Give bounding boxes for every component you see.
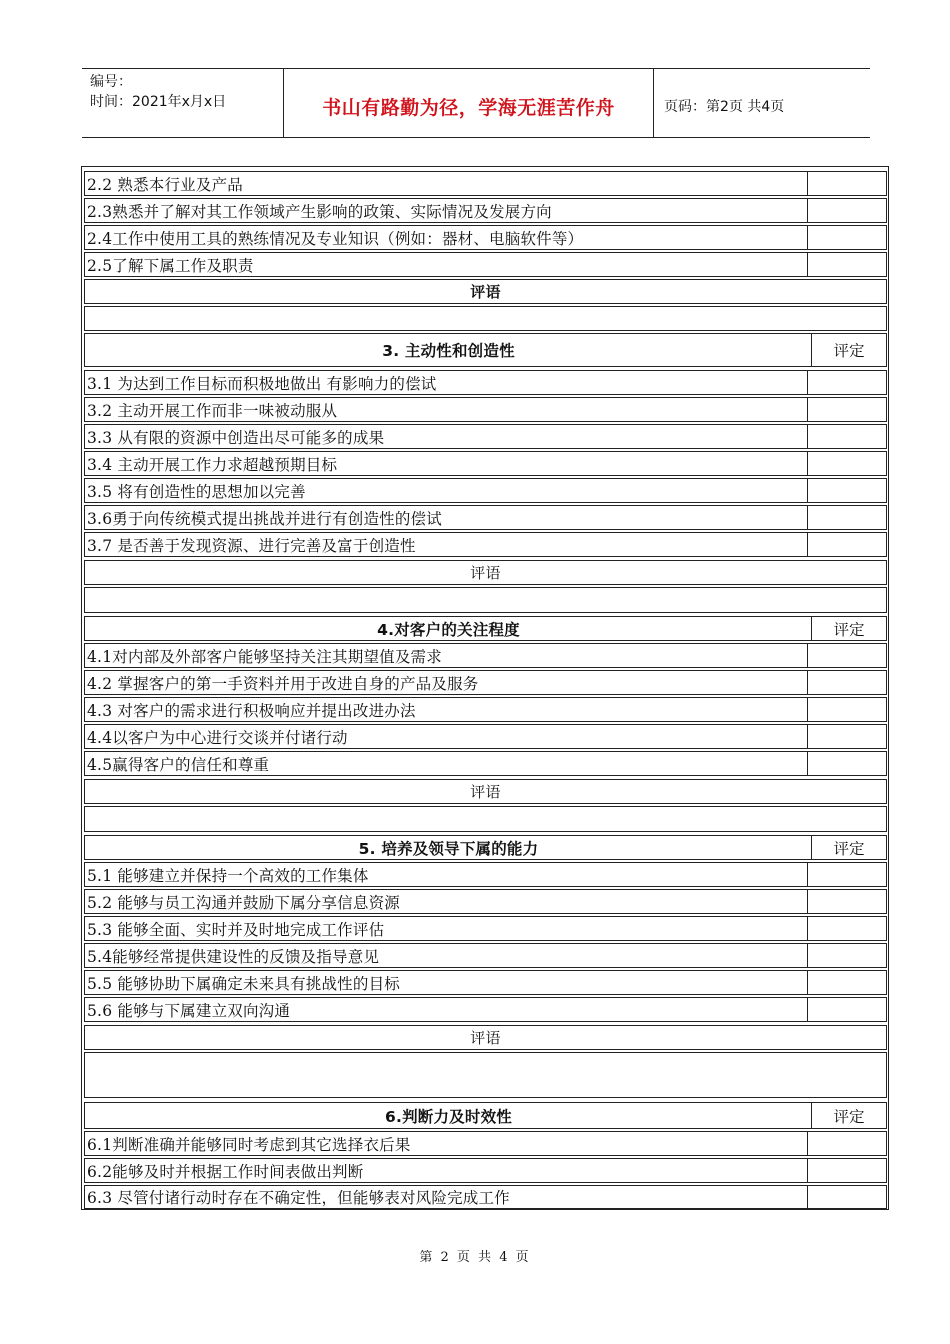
criterion-text: 4.1对内部及外部客户能够坚持关注其期望值及需求 <box>87 647 442 666</box>
criterion-text: 2.4工作中使用工具的熟练情况及专业知识（例如：器材、电脑软件等） <box>87 229 584 248</box>
criterion-row <box>84 943 887 968</box>
criterion-row <box>84 478 887 503</box>
rating-cell[interactable] <box>807 198 887 223</box>
criterion-text: 3.4 主动开展工作力求超越预期目标 <box>87 455 338 474</box>
header-meta <box>82 69 284 137</box>
section-title: 5. 培养及领导下属的能力 <box>358 839 539 858</box>
criterion-row <box>84 970 887 995</box>
rating-cell[interactable] <box>807 643 887 668</box>
criterion-row <box>84 424 887 449</box>
criterion-row <box>84 171 887 196</box>
rating-cell[interactable] <box>807 252 887 277</box>
rating-cell[interactable] <box>807 478 887 503</box>
rating-cell[interactable] <box>807 916 887 941</box>
rating-header: 评定 <box>811 616 887 641</box>
criterion-row <box>84 1185 887 1209</box>
page-footer: 第 2 页 共 4 页 <box>419 1250 531 1265</box>
rating-header: 评定 <box>811 1102 887 1129</box>
criterion-text: 3.6勇于向传统模式提出挑战并进行有创造性的偿试 <box>87 509 442 528</box>
rating-cell[interactable] <box>807 862 887 887</box>
criterion-text: 5.5 能够协助下属确定未来具有挑战性的目标 <box>87 974 400 993</box>
comment-input-row[interactable] <box>84 306 887 331</box>
criterion-text: 2.5了解下属工作及职责 <box>87 256 254 275</box>
rating-cell[interactable] <box>807 370 887 395</box>
criterion-text: 5.2 能够与员工沟通并鼓励下属分享信息资源 <box>87 893 400 912</box>
comment-label-row <box>84 779 887 804</box>
criterion-text: 3.2 主动开展工作而非一味被动服从 <box>87 401 338 420</box>
comment-label-row <box>84 560 887 585</box>
criterion-row <box>84 670 887 695</box>
rating-cell[interactable] <box>807 225 887 250</box>
criterion-text: 5.6 能够与下属建立双向沟通 <box>87 1001 291 1020</box>
criterion-text: 2.2 熟悉本行业及产品 <box>87 175 243 194</box>
criterion-text: 4.2 掌握客户的第一手资料并用于改进自身的产品及服务 <box>87 674 479 693</box>
criterion-text: 2.3熟悉并了解对其工作领域产生影响的政策、实际情况及发展方向 <box>87 202 552 221</box>
criterion-text: 3.3 从有限的资源中创造出尽可能多的成果 <box>87 428 385 447</box>
criterion-text: 5.3 能够全面、实时并及时地完成工作评估 <box>87 920 385 939</box>
rating-cell[interactable] <box>807 1185 887 1209</box>
rating-cell[interactable] <box>807 997 887 1022</box>
evaluation-table <box>81 166 889 1210</box>
rating-cell[interactable] <box>807 697 887 722</box>
section-header-4 <box>84 616 887 641</box>
criterion-row <box>84 505 887 530</box>
header-motto: 书山有路勤为径，学海无涯苦作舟 <box>284 69 654 137</box>
rating-header: 评定 <box>811 333 887 367</box>
criterion-text: 3.7 是否善于发现资源、进行完善及富于创造性 <box>87 536 416 555</box>
criterion-text: 3.5 将有创造性的思想加以完善 <box>87 482 306 501</box>
criterion-row <box>84 751 887 776</box>
criterion-row <box>84 1131 887 1156</box>
rating-cell[interactable] <box>807 532 887 557</box>
rating-cell[interactable] <box>807 889 887 914</box>
criterion-row <box>84 724 887 749</box>
rating-cell[interactable] <box>807 1158 887 1183</box>
section-header-6 <box>84 1102 887 1129</box>
rating-cell[interactable] <box>807 1131 887 1156</box>
comment-input-row[interactable] <box>84 587 887 613</box>
section-title: 4.对客户的关注程度 <box>377 620 520 639</box>
criterion-row <box>84 1158 887 1183</box>
criterion-text: 6.1判断准确并能够同时考虑到其它选择衣后果 <box>87 1135 411 1154</box>
rating-cell[interactable] <box>807 505 887 530</box>
criterion-row <box>84 532 887 557</box>
criterion-text: 5.1 能够建立并保持一个高效的工作集体 <box>87 866 369 885</box>
criterion-text: 4.3 对客户的需求进行积极响应并提出改进办法 <box>87 701 416 720</box>
page-header <box>82 68 870 138</box>
criterion-row <box>84 697 887 722</box>
criterion-text: 5.4能够经常提供建设性的反馈及指导意见 <box>87 947 380 966</box>
header-page-info: 页码：第2页 共4页 <box>664 99 785 115</box>
rating-cell[interactable] <box>807 970 887 995</box>
criterion-row <box>84 225 887 250</box>
rating-cell[interactable] <box>807 171 887 196</box>
criterion-text: 4.4以客户为中心进行交谈并付诸行动 <box>87 728 348 747</box>
criterion-row <box>84 916 887 941</box>
criterion-row <box>84 252 887 277</box>
rating-cell[interactable] <box>807 397 887 422</box>
criterion-text: 6.3 尽管付诸行动时存在不确定性，但能够表对风险完成工作 <box>87 1189 510 1207</box>
rating-cell[interactable] <box>807 451 887 476</box>
criterion-row <box>84 643 887 668</box>
criterion-text: 4.5赢得客户的信任和尊重 <box>87 755 270 774</box>
criterion-row <box>84 862 887 887</box>
criterion-row <box>84 198 887 223</box>
rating-cell[interactable] <box>807 751 887 776</box>
time-label: 时间：2021年x月x日 <box>90 94 227 110</box>
section-header-5 <box>84 835 887 860</box>
criterion-row <box>84 397 887 422</box>
section-title: 6.判断力及时效性 <box>385 1107 512 1126</box>
rating-header: 评定 <box>811 835 887 860</box>
section-title: 3. 主动性和创造性 <box>382 342 515 360</box>
criterion-row <box>84 997 887 1022</box>
comment-label: 评语 <box>470 283 501 301</box>
comment-label-row <box>84 279 887 304</box>
comment-label: 评语 <box>470 783 501 801</box>
criterion-text: 6.2能够及时并根据工作时间表做出判断 <box>87 1162 364 1181</box>
section-header-3 <box>84 333 887 367</box>
criterion-text: 3.1 为达到工作目标而积极地做出 有影响力的偿试 <box>87 374 437 393</box>
criterion-row <box>84 889 887 914</box>
rating-cell[interactable] <box>807 670 887 695</box>
comment-label-row <box>84 1025 887 1050</box>
rating-cell[interactable] <box>807 724 887 749</box>
number-label: 编号： <box>90 74 132 90</box>
comment-label: 评语 <box>470 1029 501 1047</box>
comment-label: 评语 <box>470 564 501 582</box>
rating-cell[interactable] <box>807 424 887 449</box>
criterion-row <box>84 451 887 476</box>
criterion-row <box>84 370 887 395</box>
comment-input-row[interactable] <box>84 1052 887 1098</box>
rating-cell[interactable] <box>807 943 887 968</box>
comment-input-row[interactable] <box>84 806 887 832</box>
